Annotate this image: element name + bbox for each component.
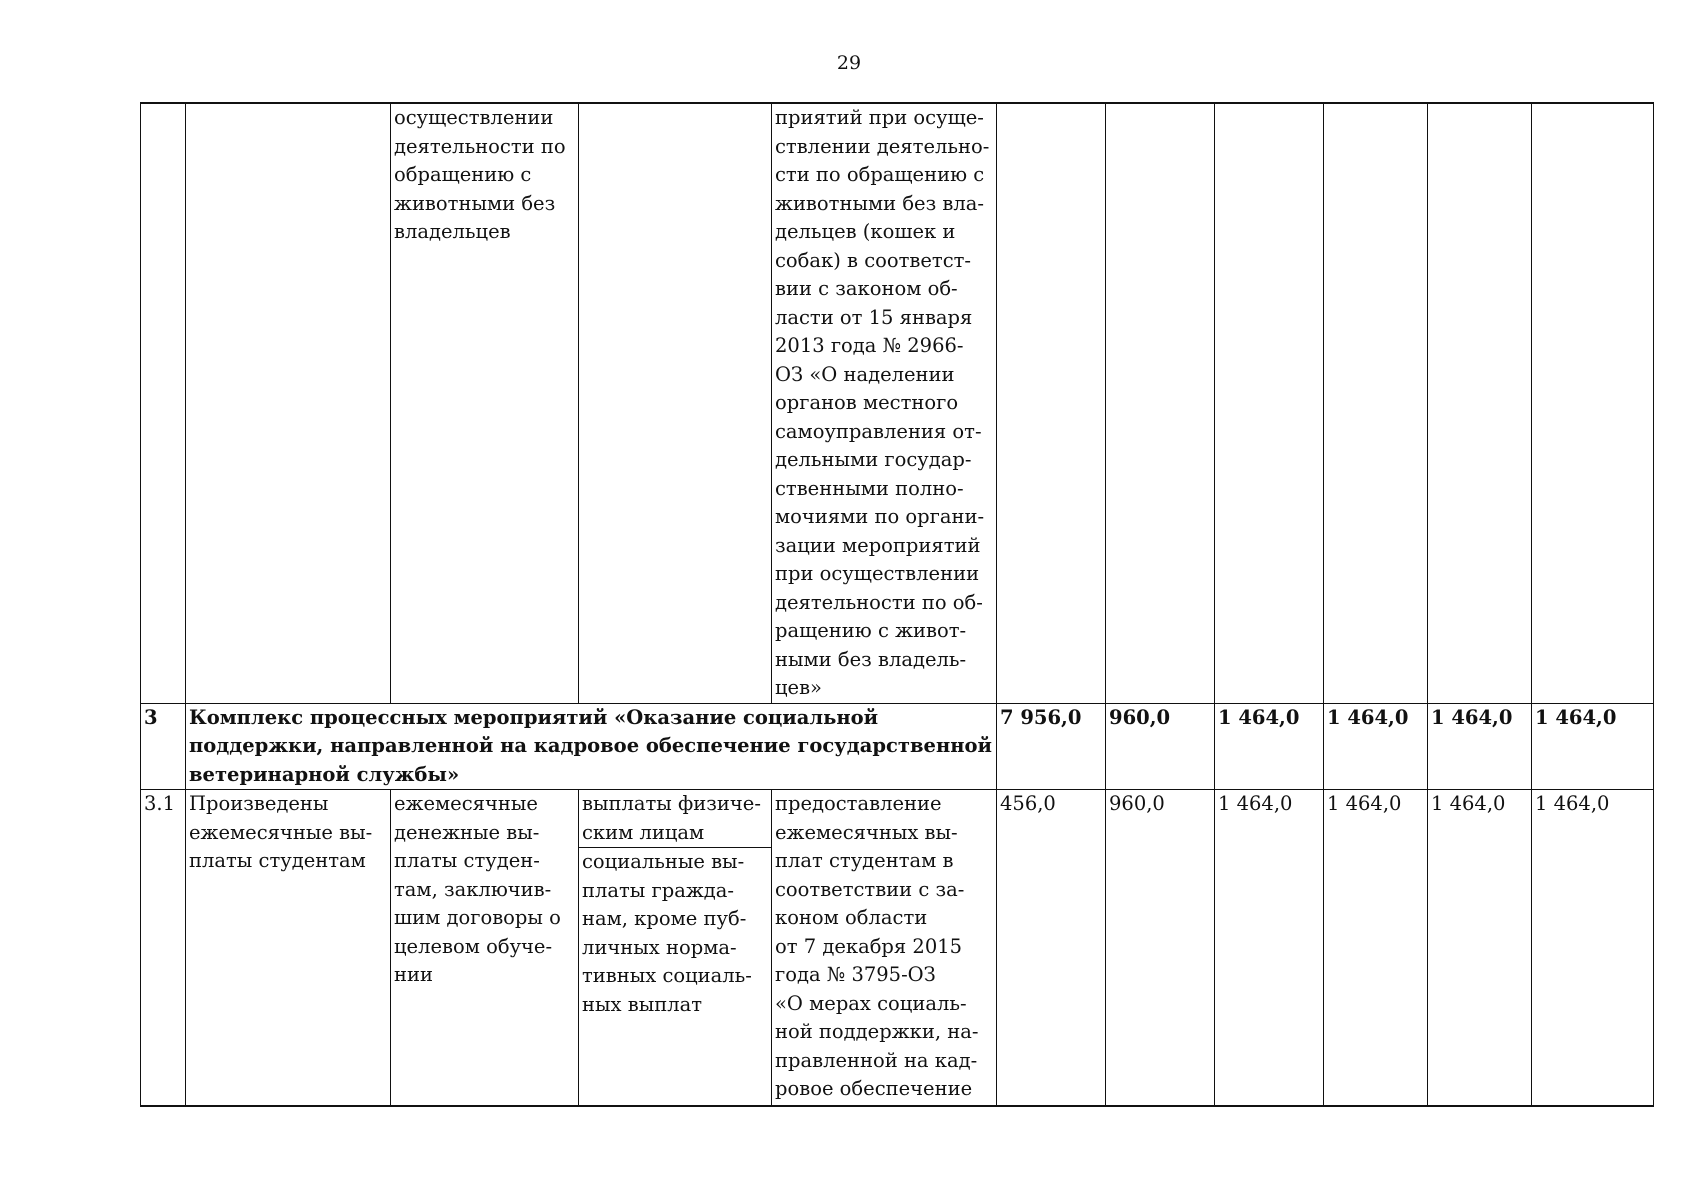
- page-number: 29: [836, 52, 862, 74]
- section-title: Комплекс процессных мероприятий «Оказание социальной поддержки, направленной на кадровое обеспечение государственной ветеринарной службы»: [186, 703, 997, 790]
- cell-value: [997, 103, 1106, 703]
- section-value: 1 464,0: [1428, 703, 1532, 790]
- item-value: 456,0: [997, 790, 1106, 1106]
- cell-description: осуществлении деятельности по обращению с животными без владельцев: [391, 103, 579, 703]
- item-row: [141, 790, 1654, 1106]
- cell-value: [1106, 103, 1215, 703]
- cell-value: [1324, 103, 1428, 703]
- cell-result: [186, 103, 391, 703]
- continuation-row: [141, 103, 1654, 703]
- item-value: 960,0: [1106, 790, 1215, 1106]
- cell-payment-type: [579, 103, 772, 703]
- item-value: 1 464,0: [1428, 790, 1532, 1106]
- item-payment-type: [579, 790, 772, 1106]
- cell-number: [141, 103, 186, 703]
- item-basis: предоставление ежемесячных вы- плат студентам в соответствии с за- коном области от 7 декабря 2015 года № 3795-ОЗ «О мерах социаль- ной поддержки, на- правленной на кад- ровое обеспечение: [772, 790, 997, 1106]
- cell-value: [1215, 103, 1324, 703]
- section-value: 1 464,0: [1215, 703, 1324, 790]
- item-number: 3.1: [141, 790, 186, 1106]
- payment-type-primary: выплаты физиче- ским лицам: [579, 790, 771, 848]
- section-value: 1 464,0: [1324, 703, 1428, 790]
- section-row: [141, 703, 1654, 790]
- section-value: 960,0: [1106, 703, 1215, 790]
- budget-table: [140, 102, 1654, 1107]
- item-value: 1 464,0: [1324, 790, 1428, 1106]
- cell-value: [1428, 103, 1532, 703]
- cell-basis: приятий при осуще- ствлении деятельно- сти по обращению с животными без вла- дельцев (кошек и собак) в соответст- вии с законом об- ласти от 15 января 2013 года № 2966- ОЗ «О наделении органов местного самоуправления от- дельными государ- ственными полно- мочиями по органи- зации мероприятий при осуществлении деятельности по об- ращению с живот- ными без владель- цев»: [772, 103, 997, 703]
- section-number: 3: [141, 703, 186, 790]
- item-description: ежемесячные денежные вы- платы студен- там, заключив- шим договоры о целевом обуче- нии: [391, 790, 579, 1106]
- item-value: 1 464,0: [1532, 790, 1654, 1106]
- item-value: 1 464,0: [1215, 790, 1324, 1106]
- item-result: Произведены ежемесячные вы- платы студентам: [186, 790, 391, 1106]
- cell-value: [1532, 103, 1654, 703]
- payment-type-secondary: социальные вы- платы гражда- нам, кроме пуб- личных норма- тивных социаль- ных выплат: [582, 850, 752, 1016]
- section-value: 7 956,0: [997, 703, 1106, 790]
- section-value: 1 464,0: [1532, 703, 1654, 790]
